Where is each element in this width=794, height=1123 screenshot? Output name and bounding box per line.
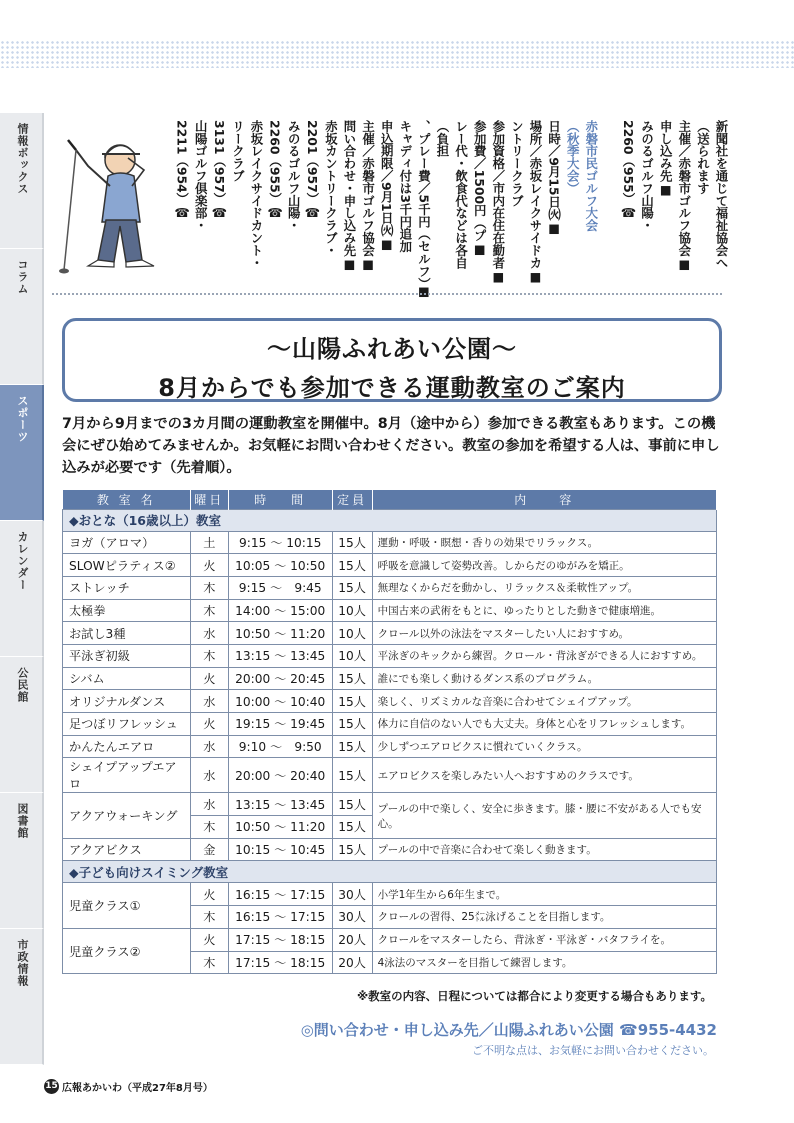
table-row — [63, 690, 717, 713]
class-day: 水 — [190, 758, 228, 793]
article-line: ントリークラブ — [509, 120, 525, 207]
class-time: 10:50 〜 11:20 — [228, 816, 332, 839]
article-line: ■問い合わせ・申し込み先 — [342, 120, 357, 272]
class-time: 9:10 〜 9:50 — [228, 735, 332, 758]
class-description: 運動・呼吸・瞑想・香りの効果でリラックス。 — [372, 531, 716, 554]
table-header-row — [63, 490, 717, 509]
table-section-row — [63, 509, 717, 531]
table-row — [63, 793, 717, 816]
table-row — [63, 883, 717, 906]
article-line: ■プレー費／5千円（セルフ）、 — [416, 120, 432, 299]
heading-box — [62, 318, 722, 402]
article-line: ☎（955）2260 — [267, 120, 283, 221]
class-time: 17:15 〜 18:15 — [228, 951, 332, 974]
article-line: ■日時／9月15日㈫ — [546, 120, 562, 236]
side-tab-label: 情報ボックス — [16, 123, 29, 195]
side-tab-5[interactable] — [0, 793, 44, 929]
section-divider — [52, 293, 722, 295]
class-time: 9:15 〜 10:15 — [228, 531, 332, 554]
class-day: 木 — [190, 576, 228, 599]
class-name: アクアビクス — [63, 838, 191, 861]
table-row — [63, 531, 717, 554]
article-line: 負担） — [435, 120, 450, 158]
article-line: 新聞社を通じて福祉協会へ — [714, 120, 729, 269]
side-tab-label: カレンダー — [16, 531, 29, 591]
side-tab-3[interactable] — [0, 521, 44, 657]
class-description: プールの中で音楽に合わせて楽しく動きます。 — [372, 838, 716, 861]
class-description: 平泳ぎのキックから練習。クロール・背泳ぎができる人におすすめ。 — [372, 644, 716, 667]
side-tab-label: コラム — [16, 259, 29, 295]
class-day: 水 — [190, 622, 228, 645]
class-description: 楽しく、リズミカルな音楽に合わせてシェイプアップ。 — [372, 690, 716, 713]
table-row — [63, 735, 717, 758]
golf-event-title: （秋季大会） — [565, 120, 581, 195]
table-row — [63, 758, 717, 793]
class-capacity: 30人 — [332, 883, 372, 906]
table-row — [63, 928, 717, 951]
side-tab-label: 公民館 — [16, 667, 29, 703]
article-line: ・赤坂カントリークラブ — [323, 120, 339, 257]
class-capacity: 15人 — [332, 690, 372, 713]
class-description: クロール以外の泳法をマスターしたい人におすすめ。 — [372, 622, 716, 645]
class-day: 木 — [190, 951, 228, 974]
golf-article — [170, 120, 730, 299]
class-time: 10:05 〜 10:50 — [228, 554, 332, 577]
golf-event-title: 赤磐市民ゴルフ大会 — [583, 120, 599, 232]
column-header: 時 間 — [228, 490, 332, 509]
class-capacity: 15人 — [332, 667, 372, 690]
class-description: 小学1年生から6年生まで。 — [372, 883, 716, 906]
article-line: ・みのるゴルフ山陽 — [286, 120, 302, 232]
class-capacity: 15人 — [332, 531, 372, 554]
table-row — [63, 644, 717, 667]
table-section-row — [63, 861, 717, 883]
class-name: 太極拳 — [63, 599, 191, 622]
article-line: ・みのるゴルフ山陽 — [639, 120, 655, 232]
class-capacity: 30人 — [332, 906, 372, 929]
side-tab-1[interactable] — [0, 249, 44, 385]
class-name: シェイプアップエアロ — [63, 758, 191, 793]
class-name: 平泳ぎ初級 — [63, 644, 191, 667]
side-tab-label: 図書館 — [16, 803, 29, 839]
header-dot-pattern — [0, 40, 794, 68]
column-header: 内 容 — [372, 490, 716, 509]
table-row — [63, 713, 717, 736]
heading-line2: 8月からでも参加できる運動教室のご案内 — [158, 374, 626, 402]
class-description: プールの中で楽しく、安全に歩きます。膝・腰に不安がある人でも安心。 — [372, 793, 716, 838]
class-capacity: 10人 — [332, 644, 372, 667]
class-day: 木 — [190, 906, 228, 929]
class-time: 10:15 〜 10:45 — [228, 838, 332, 861]
article-line: ・赤坂レイクサイドカント — [249, 120, 264, 269]
article-line: ■主催／赤磐市ゴルフ協会 — [676, 120, 692, 272]
class-capacity: 10人 — [332, 622, 372, 645]
article-line: ■場所／赤坂レイクサイドカ — [528, 120, 543, 284]
side-tab-4[interactable] — [0, 657, 44, 793]
class-time: 14:00 〜 15:00 — [228, 599, 332, 622]
column-header: 曜日 — [190, 490, 228, 509]
table-row — [63, 622, 717, 645]
class-description: クロールの習得、25㍍泳げることを目指します。 — [372, 906, 716, 929]
schedule-note: ※教室の内容、日程については都合により変更する場合もあります。 — [356, 989, 712, 1003]
article-line: ☎（954）2211 — [174, 120, 190, 221]
class-capacity: 15人 — [332, 735, 372, 758]
article-line: ■申し込み先 — [658, 120, 674, 197]
side-tab-6[interactable] — [0, 929, 44, 1065]
class-description: クロールをマスターしたら、背泳ぎ・平泳ぎ・バタフライを。 — [372, 928, 716, 951]
class-description: 4泳法のマスターを目指して練習します。 — [372, 951, 716, 974]
class-day: 火 — [190, 883, 228, 906]
side-tab-0[interactable] — [0, 113, 44, 249]
column-header: 定員 — [332, 490, 372, 509]
class-day: 水 — [190, 793, 228, 816]
article-line: ■申込期限／9月1日㈫ — [379, 120, 395, 252]
article-line: ■参加費／1500円（プ — [472, 120, 488, 257]
article-line: ・山陽ゴルフ倶楽部 — [193, 120, 209, 232]
class-day: 金 — [190, 838, 228, 861]
table-row — [63, 554, 717, 577]
class-name: 足つぼリフレッシュ — [63, 713, 191, 736]
class-day: 火 — [190, 554, 228, 577]
section-title: ◆おとな（16歳以上）教室 — [63, 509, 717, 531]
page-number: 15 — [44, 1079, 59, 1094]
class-day: 火 — [190, 667, 228, 690]
class-day: 土 — [190, 531, 228, 554]
side-tabs — [0, 113, 44, 1065]
class-name: SLOWピラティス② — [63, 554, 191, 577]
class-day: 木 — [190, 644, 228, 667]
class-description: 中国古来の武術をもとに、ゆったりとした動きで健康増進。 — [372, 599, 716, 622]
class-capacity: 15人 — [332, 554, 372, 577]
publication-name: 広報あかいわ（平成27年8月号） — [62, 1083, 213, 1094]
class-capacity: 15人 — [332, 838, 372, 861]
class-description: 少しずつエアロビクスに慣れていくクラス。 — [372, 735, 716, 758]
class-description: 無理なくからだを動かし、リラックス＆柔軟性アップ。 — [372, 576, 716, 599]
heading-line1: 〜山陽ふれあい公園〜 — [267, 335, 517, 363]
class-day: 木 — [190, 816, 228, 839]
class-name: オリジナルダンス — [63, 690, 191, 713]
side-tab-label: スポーツ — [16, 395, 29, 443]
class-day: 水 — [190, 735, 228, 758]
class-name: シバム — [63, 667, 191, 690]
class-capacity: 10人 — [332, 599, 372, 622]
class-time: 20:00 〜 20:40 — [228, 758, 332, 793]
intro-text: 7月から9月までの3カ月間の運動教室を開催中。8月（途中から）参加できる教室もあります。この機会にぜひ始めてみませんか。お気軽にお問い合わせください。教室の参加を希望する人は、事前に申し込みが必要です（先着順）。 — [62, 416, 720, 476]
class-name: 児童クラス① — [63, 883, 191, 928]
article-line: ■主催／赤磐市ゴルフ協会 — [360, 120, 376, 272]
class-name: アクアウォーキング — [63, 793, 191, 838]
class-description: 体力に自信のない人でも大丈夫。身体と心をリフレッシュします。 — [372, 713, 716, 736]
class-capacity: 15人 — [332, 758, 372, 793]
article-line: キャディ付は3千円追加 — [397, 120, 413, 253]
article-line: 送られます） — [695, 120, 711, 195]
class-day: 火 — [190, 713, 228, 736]
class-time: 19:15 〜 19:45 — [228, 713, 332, 736]
class-description: 呼吸を意識して姿勢改善。しからだのゆがみを矯正。 — [372, 554, 716, 577]
class-time: 17:15 〜 18:15 — [228, 928, 332, 951]
table-row — [63, 576, 717, 599]
class-name: かんたんエアロ — [63, 735, 191, 758]
table-row — [63, 599, 717, 622]
class-time: 9:15 〜 9:45 — [228, 576, 332, 599]
contact-info: ◎問い合わせ・申し込み先／山陽ふれあい公園 ☎955-4432 — [300, 1021, 717, 1039]
class-name: ヨガ（アロマ） — [63, 531, 191, 554]
side-tab-2[interactable] — [0, 385, 44, 521]
class-capacity: 15人 — [332, 816, 372, 839]
class-time: 10:00 〜 10:40 — [228, 690, 332, 713]
class-time: 16:15 〜 17:15 — [228, 883, 332, 906]
article-line: ☎（957）3131 — [211, 120, 227, 221]
page-footer — [44, 1079, 213, 1094]
classes-table — [62, 490, 717, 974]
class-day: 水 — [190, 690, 228, 713]
class-capacity: 20人 — [332, 951, 372, 974]
contact-sub-text: ご不明な点は、お気軽にお問い合わせください。 — [472, 1044, 714, 1057]
class-day: 木 — [190, 599, 228, 622]
class-description: 誰にでも楽しく動けるダンス系のプログラム。 — [372, 667, 716, 690]
section-title: ◆子ども向けスイミング教室 — [63, 861, 717, 883]
article-line: ■参加資格／市内在住在勤者 — [490, 120, 506, 284]
class-time: 20:00 〜 20:45 — [228, 667, 332, 690]
class-name: 児童クラス② — [63, 928, 191, 973]
golfer-illustration-icon — [58, 130, 168, 275]
side-tab-label: 市政情報 — [16, 939, 29, 987]
class-time: 10:50 〜 11:20 — [228, 622, 332, 645]
class-capacity: 15人 — [332, 576, 372, 599]
class-time: 13:15 〜 13:45 — [228, 644, 332, 667]
table-row — [63, 667, 717, 690]
table-row — [63, 838, 717, 861]
class-description: エアロビクスを楽しみたい人へおすすめのクラスです。 — [372, 758, 716, 793]
class-capacity: 15人 — [332, 713, 372, 736]
class-name: ストレッチ — [63, 576, 191, 599]
class-time: 16:15 〜 17:15 — [228, 906, 332, 929]
article-line: ☎（955）2260 — [621, 120, 636, 221]
article-line: リークラブ — [230, 120, 246, 182]
class-time: 13:15 〜 13:45 — [228, 793, 332, 816]
class-day: 火 — [190, 928, 228, 951]
article-line: レー代・飲食代などは各自 — [453, 120, 469, 269]
class-name: お試し3種 — [63, 622, 191, 645]
column-header: 教 室 名 — [63, 490, 191, 509]
class-capacity: 15人 — [332, 793, 372, 816]
class-capacity: 20人 — [332, 928, 372, 951]
article-line: ☎（957）2201 — [304, 120, 320, 221]
